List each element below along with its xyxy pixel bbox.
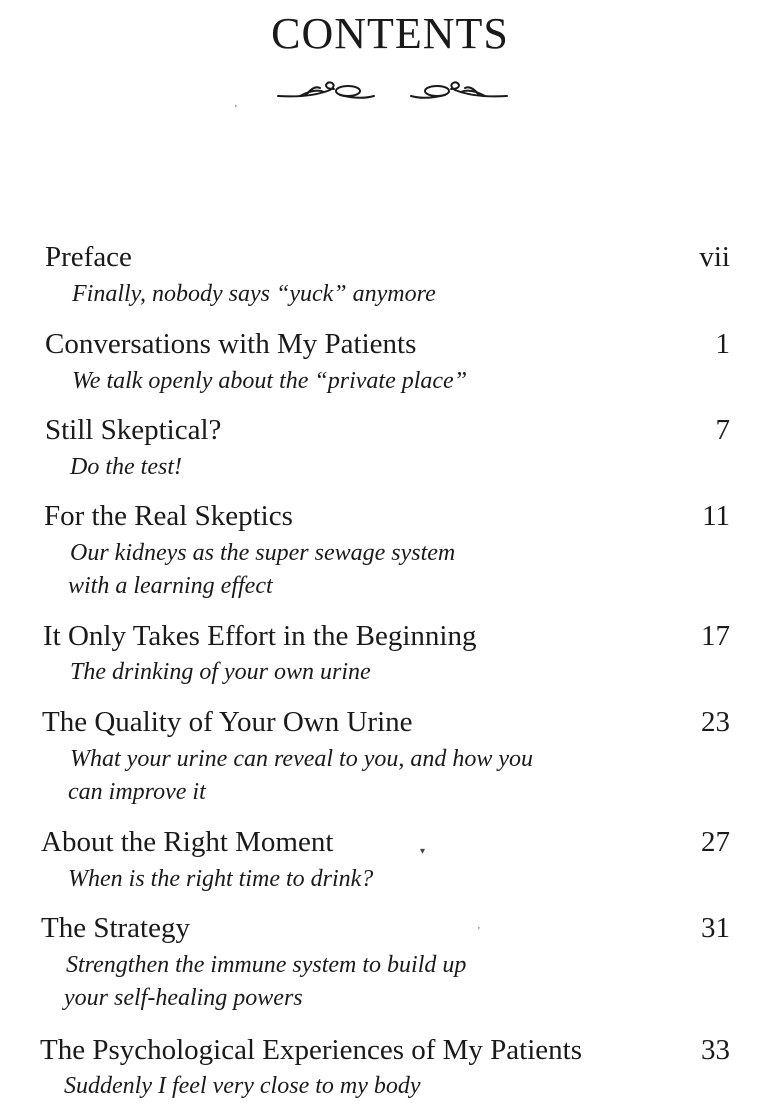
entry-subtitle: The drinking of your own urine <box>70 659 371 685</box>
entry-title: For the Real Skeptics <box>44 500 293 532</box>
entry-title: It Only Takes Effort in the Beginning <box>43 620 477 652</box>
entry-subtitle: We talk openly about the “private place” <box>72 368 468 394</box>
scroll-flourish-ornament-icon <box>270 76 515 106</box>
entry-subtitle: What your urine can reveal to you, and how you <box>70 746 534 772</box>
entry-subtitle: When is the right time to drink? <box>68 866 374 892</box>
entry-subtitle: Suddenly I feel very close to my body <box>64 1073 421 1099</box>
entry-subtitle: Strengthen the immune system to build up <box>66 952 467 978</box>
entry-title: Conversations with My Patients <box>45 328 417 360</box>
entry-page-number: 1 <box>715 328 730 360</box>
entry-title: The Psychological Experiences of My Patients <box>40 1034 583 1066</box>
entry-title: Still Skeptical? <box>45 414 222 446</box>
entry-title: About the Right Moment <box>41 826 334 858</box>
entry-page-number: 31 <box>701 912 730 944</box>
page-title: CONTENTS <box>271 9 509 58</box>
entry-title: The Quality of Your Own Urine <box>42 706 413 738</box>
entry-title: Preface <box>45 241 132 273</box>
entry-page-number: 27 <box>701 826 730 858</box>
entry-page-number: 23 <box>701 706 730 738</box>
print-speck: ' <box>235 104 237 115</box>
entry-subtitle-line-2: your self-healing powers <box>64 985 303 1011</box>
print-speck: ' <box>478 926 480 937</box>
entry-page-number: 11 <box>702 500 730 532</box>
entry-page-number: 7 <box>715 414 730 446</box>
print-speck: ▾ <box>420 846 426 857</box>
entry-subtitle-line-2: with a learning effect <box>68 573 273 599</box>
entry-subtitle-line-2: can improve it <box>68 779 206 805</box>
entry-page-number: vii <box>699 241 730 273</box>
entry-page-number: 17 <box>701 620 730 652</box>
entry-title: The Strategy <box>41 912 190 944</box>
entry-subtitle: Our kidneys as the super sewage system <box>70 540 456 566</box>
entry-subtitle: Finally, nobody says “yuck” anymore <box>72 281 436 307</box>
entry-subtitle: Do the test! <box>70 454 182 480</box>
entry-page-number: 33 <box>701 1034 730 1066</box>
